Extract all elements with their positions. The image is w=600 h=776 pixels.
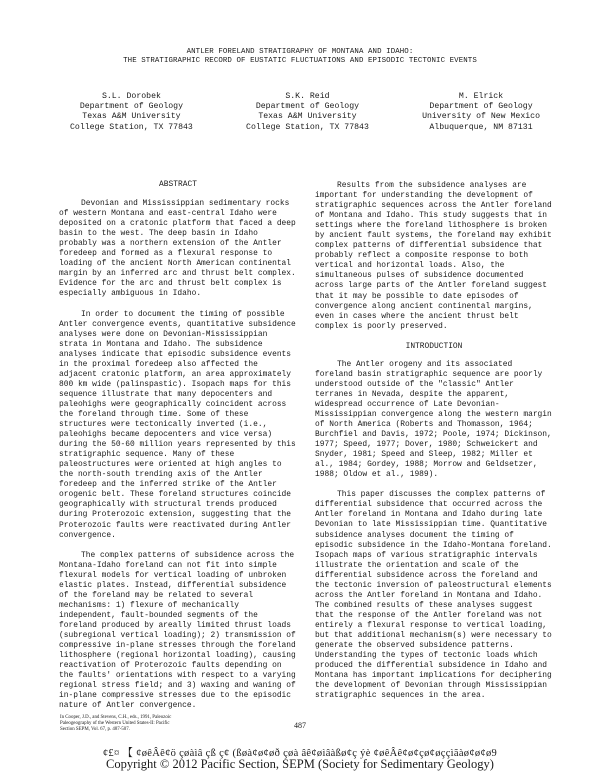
author-university: University of New Mexico [422, 112, 540, 122]
introduction-paragraph-2: This paper discusses the complex patterns of differential subsidence that occurred across the Antler foreland in Montana and Idaho during late Devonian to late Mississippian time. Quantitative subsidence analyses document the timing of episodic subsidence in the Idaho-Montana foreland. Isopach maps of various stratigraphic intervals illustrate the orientation and scale of the differential subsidence across the foreland and the tectonic inversion of paleostructural elements across the Antler foreland in Montana and Idaho. The combined results of these analyses suggest that the response of the Antler foreland was not entirely a flexural response to vertical loading, but that additional mechanism(s) were necessary to generate the observed subsidence patterns. Understanding the types of tectonic loads which produced the differential subsidence in Idaho and Montana has important implications for deciphering the development of Devonian through Mississippian stratigraphic sequences in the area. [315, 490, 552, 701]
abstract-paragraph-3: The complex patterns of subsidence across the Montana-Idaho foreland can not fit into simple flexural models for vertical loading of unbroken elastic plates. Instead, differential subsidence of the foreland may be related to several mechanisms: 1) flexure of mechanically independent, fault-bounded segments of the foreland produced by areally limited thrust loads (subregional vertical loading); 2) transmission of compressive in-plane stresses through the foreland lithosphere (regional horizontal loading), causing reactivation of Proterozoic faults depending on the faults' orientations with respect to a varying regional stress field; and 3) waxing and waning of in-plane compressive stresses due to the episodic nature of Antler convergence. [59, 550, 296, 711]
author-city: Albuquerque, NM 87131 [429, 122, 533, 132]
abstract-paragraph-4: Results from the subsidence analyses are important for understanding the development of stratigraphic sequences across the Antler foreland of Montana and Idaho. This study suggests that in settings where the foreland lithosphere is broken by ancient fault systems, the foreland may exhibit complex patterns of differential subsidence that probably reflect a composite response to both vertical and horizontal loads. Also, the simultaneous pulses of subsidence documented across large parts of the Antler foreland suggest that it may be possible to date episodes of convergence along ancient continental margins, even in cases where the ancient thrust belt complex is poorly preserved. [315, 181, 552, 331]
author-block [70, 92, 540, 133]
author-city: College Station, TX 77843 [70, 122, 193, 132]
abstract-paragraph-1: Devonian and Mississippian sedimentary rocks of western Montana and east-central Idaho were deposited on a cratonic platform that faced a deep basin to the west. The deep basin in Idaho probably was a northern extension of the Antler foredeep and formed as a flexural response to loading of the ancient North American continental margin by an inferred arc and thrust belt complex. Evidence for the arc and thrust belt complex is especially ambiguous in Idaho. [59, 199, 296, 299]
copyright-notice: Copyright © 2012 Pacific Section, SEPM (Society for Sedimentary Geology) [106, 757, 494, 771]
title-line-1: ANTLER FORELAND STRATIGRAPHY OF MONTANA AND IDAHO: [186, 48, 414, 56]
introduction-heading: INTRODUCTION [405, 341, 463, 351]
garbled-text-line: ¢£¤ 【 ¢øêÂê¢ö çøàìâ çß ç¢ (ßøà¢ø¢øð çøà âê¢øìâàßø¢ç ýè ¢øêÂê¢ø¢çø¢øççìãàø¢ø¢ø9 [102, 748, 498, 759]
citation-line-2: Paleogeography of the Western United States-II: Pacific [60, 721, 170, 726]
left-column [59, 180, 297, 721]
author-name: M. Elrick [458, 92, 504, 101]
author-university: Texas A&M University [82, 112, 181, 122]
author-2 [246, 92, 369, 133]
citation-line-3: Section SEPM, Vol. 67, p. 487-507. [60, 727, 130, 732]
introduction-paragraph-1: The Antler orogeny and its associated foreland basin stratigraphic sequence are poorly understood outside of the "classic" Antler terranes in Nevada, despite the apparent, widespread occurrence of Late Devonian-Mississippian convergence along the western margin of North America (Roberts and Thomasson, 1964; Burchfiel and Davis, 1972; Poole, 1974; Dickinson, 1977; Speed, 1977; Dover, 1980; Schweickert and Snyder, 1981; Speed and Sleep, 1982; Miller et al., 1984; Gordey, 1988; Morrow and Geldsetzer, 1988; Oldow et al., 1989). [315, 359, 552, 480]
citation-line-1: In Cooper, J.D., and Stevens, C.H., eds., 1991, Paleozoic [60, 715, 172, 720]
author-name: S.L. Dorobek [101, 92, 161, 101]
author-university: Texas A&M University [258, 112, 357, 122]
author-department: Department of Geology [255, 102, 360, 112]
right-column [315, 181, 553, 711]
author-city: College Station, TX 77843 [246, 122, 369, 132]
author-department: Department of Geology [79, 102, 184, 112]
author-1 [70, 92, 193, 133]
title-line-2: THE STRATIGRAPHIC RECORD OF EUSTATIC FLUCTUATIONS AND EPISODIC TECTONIC EVENTS [123, 57, 477, 65]
abstract-paragraph-2: In order to document the timing of possible Antler convergence events, quantitative subsidence analyses were done on Devonian-Mississippian strata in Montana and Idaho. The subsidence analyses indicate that episodic subsidence events in the proximal foredeep also affected the adjacent cratonic platform, an area approximately 800 km wide (palinspastic). Isopach maps for this sequence illustrate that many depocenters and paleohighs were geographically coincident across the foreland through time. Some of these structures were tectonically inverted (i.e., paleohighs became depocenters and vice versa) during the 50-60 million years represented by this stratigraphic sequence. Many of these paleostructures were oriented at high angles to the north-south trending axis of the Antler foredeep and the inferred strike of the Antler orogenic belt. These foreland structures coincide geographically with structural trends produced during Proterozoic extension, suggesting that the Proterozoic faults were reactivated during Antler convergence. [59, 309, 296, 540]
author-name: S.K. Reid [285, 92, 330, 101]
paper-title [0, 48, 600, 66]
author-department: Department of Geology [429, 102, 533, 112]
author-3 [422, 92, 540, 133]
abstract-heading: ABSTRACT [159, 180, 197, 189]
page-number: 487 [294, 721, 306, 730]
